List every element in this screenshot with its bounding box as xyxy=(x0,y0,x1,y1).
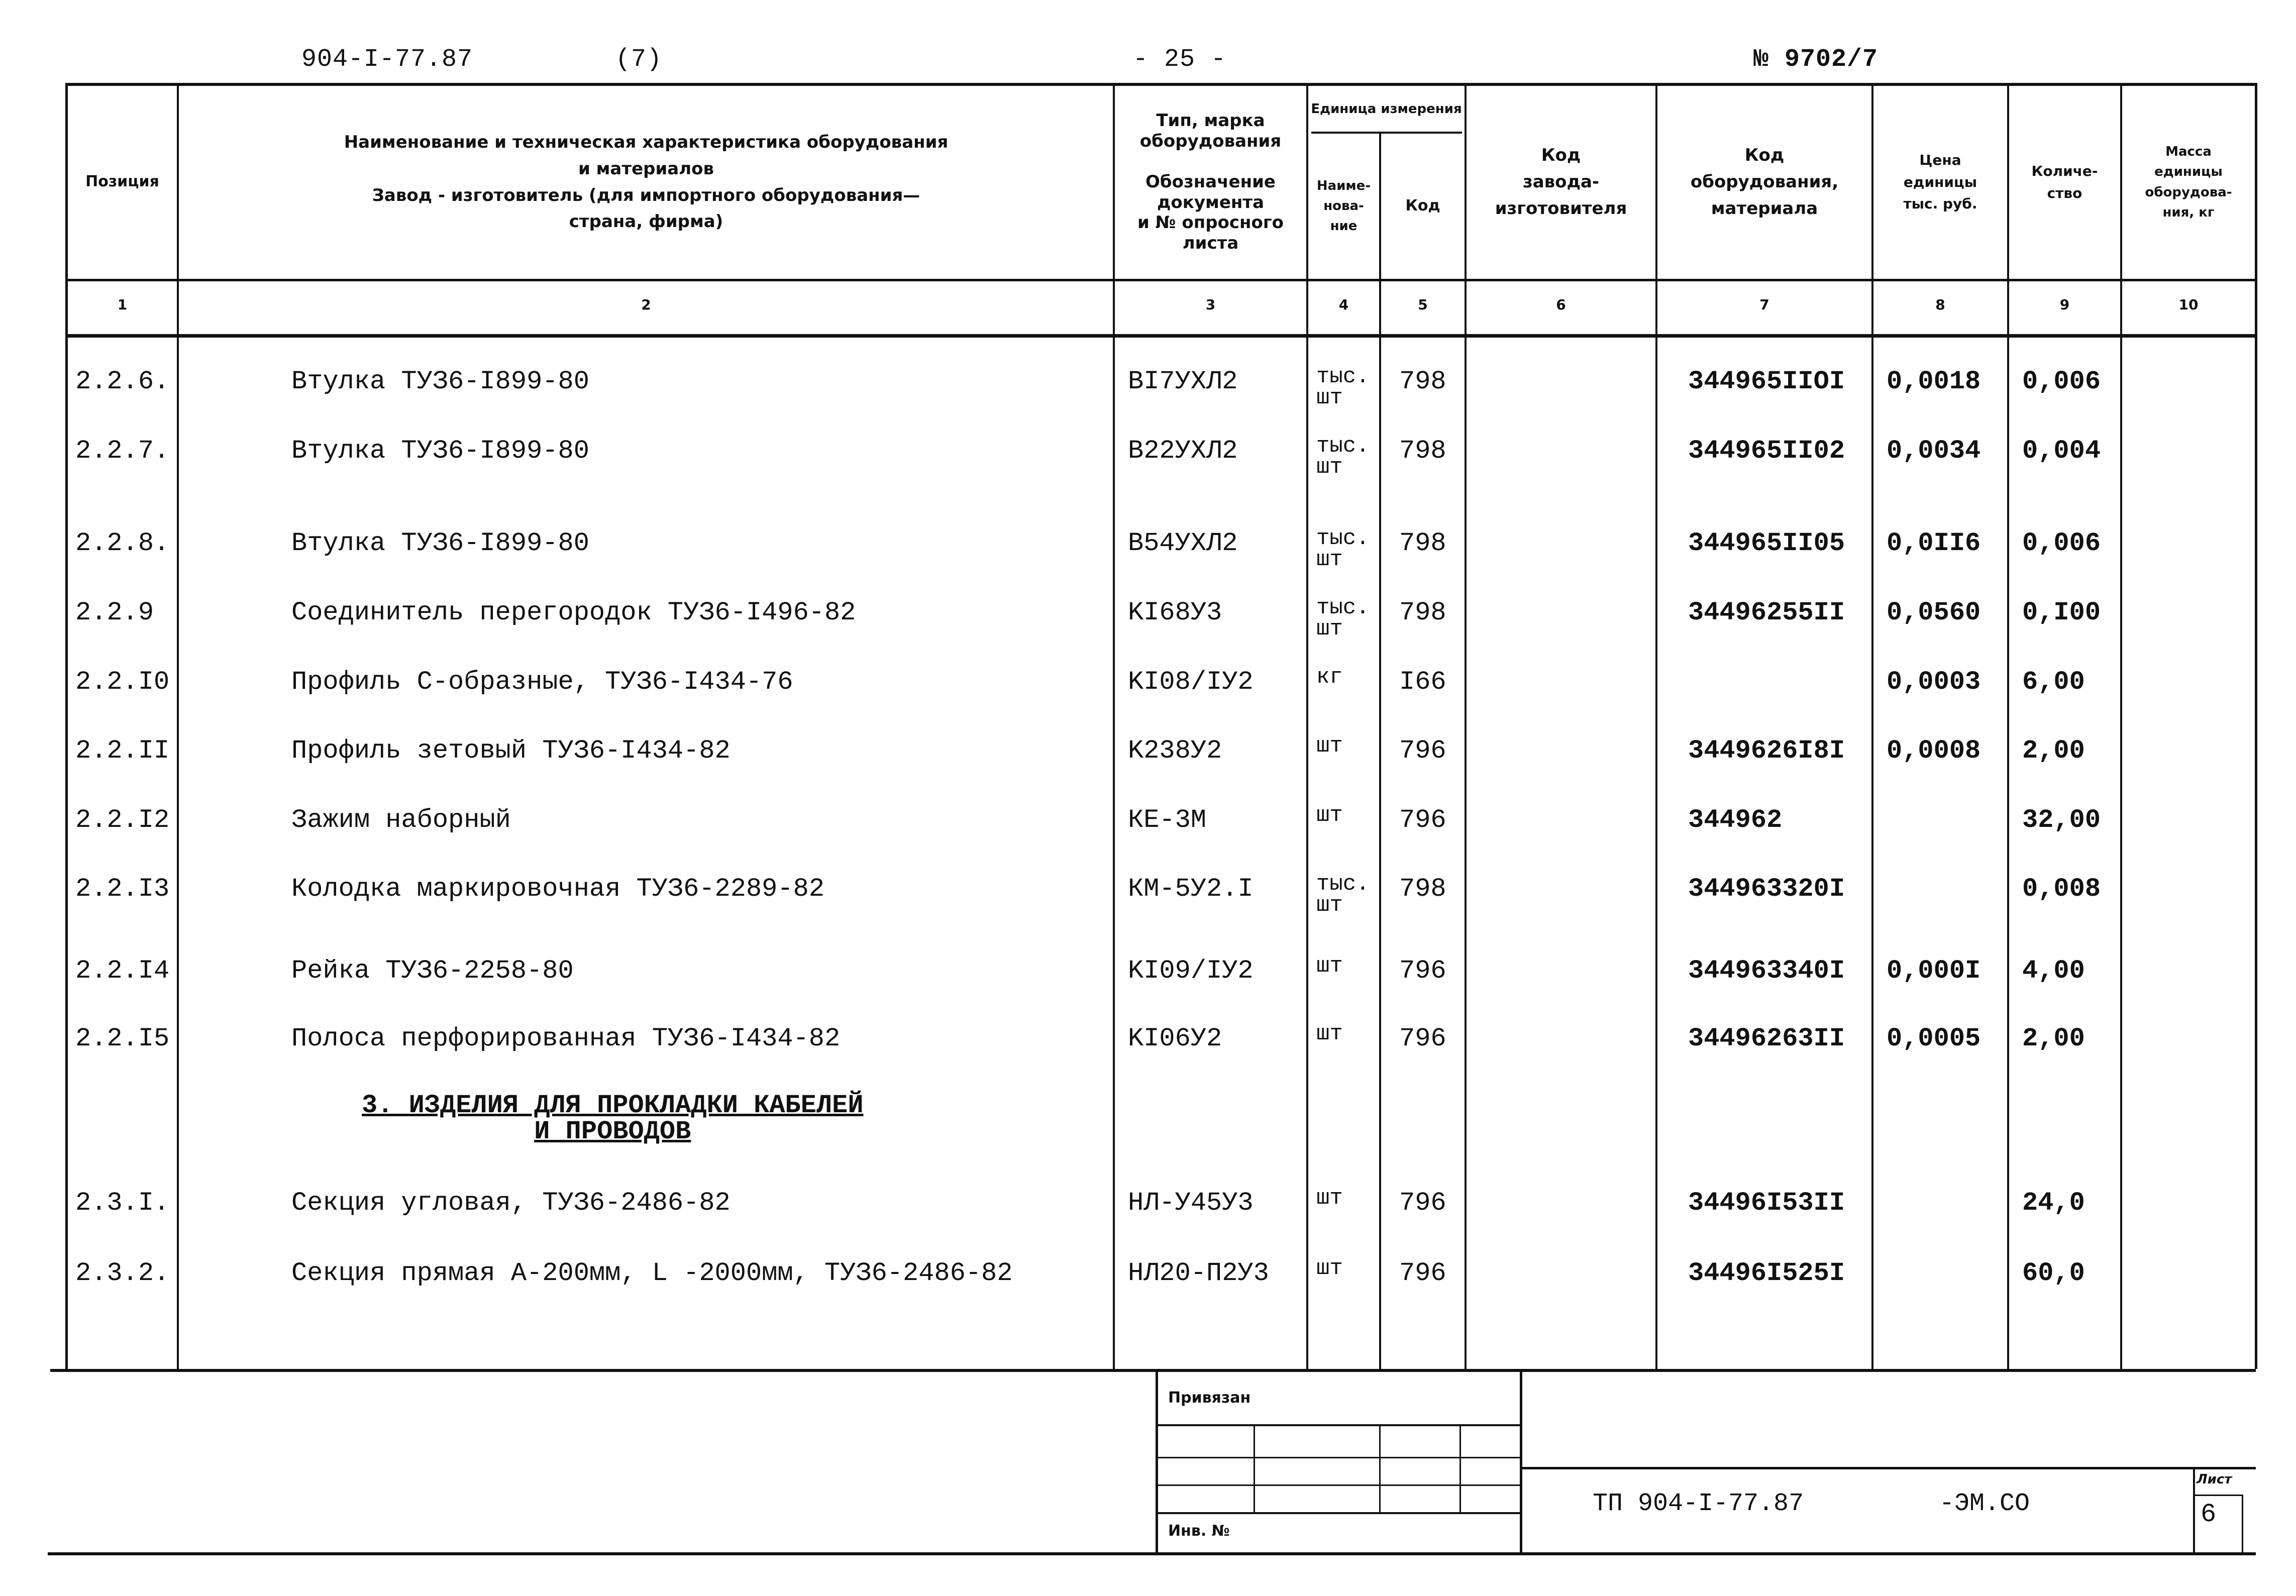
stamp-inventory-label: Инв. № xyxy=(1168,1522,1230,1540)
row-material-code: 344965II05 xyxy=(1688,528,1845,558)
col-header-unit-name: Наиме- нова- ние xyxy=(1316,178,1371,234)
row-position: 2.2.I2 xyxy=(75,805,170,835)
col-num-9: 9 xyxy=(2059,296,2070,313)
row-name: Втулка ТУЗ6-I899-80 xyxy=(291,367,589,396)
row-unit-code: 796 xyxy=(1399,805,1446,835)
row-unit-name: тыс. шт xyxy=(1316,595,1370,642)
col-header-name: Наименование и техническая характеристика оборудования и материалов Завод - изготовитель (для импортного оборудования— страна, фирма) xyxy=(344,132,949,232)
row-quantity: 6,00 xyxy=(2022,667,2085,697)
col-num-2: 2 xyxy=(641,296,651,313)
row-price: 0,0008 xyxy=(1887,736,1981,766)
row-unit-code: 796 xyxy=(1399,1188,1446,1218)
row-position: 2.3.I. xyxy=(75,1188,170,1218)
col-header-qty: Количе- ство xyxy=(2031,163,2098,201)
row-unit-code: 796 xyxy=(1399,1024,1446,1053)
row-type: КМ-5У2.I xyxy=(1128,874,1254,904)
row-quantity: 24,0 xyxy=(2022,1188,2085,1218)
album-number: № 9702/7 xyxy=(1753,45,1878,74)
part-number: (7) xyxy=(615,45,663,74)
doc-code: 904-I-77.87 xyxy=(301,45,473,74)
row-type: BI7УХЛ2 xyxy=(1128,367,1238,396)
row-unit-name: шт xyxy=(1316,803,1343,828)
row-material-code: 344963340I xyxy=(1688,956,1845,986)
row-quantity: 60,0 xyxy=(2022,1258,2085,1288)
row-position: 2.2.6. xyxy=(75,367,170,396)
col-num-7: 7 xyxy=(1759,296,1769,313)
row-unit-code: 798 xyxy=(1399,528,1446,558)
row-quantity: 32,00 xyxy=(2022,805,2101,835)
row-quantity: 0,004 xyxy=(2022,436,2101,466)
row-position: 2.3.2. xyxy=(75,1258,170,1288)
row-type: KI68У3 xyxy=(1128,598,1222,627)
col-header-price: Цена единицы тыс. руб. xyxy=(1903,152,1977,212)
col-num-6: 6 xyxy=(1556,296,1566,313)
row-price: 0,0005 xyxy=(1887,1024,1981,1053)
row-unit-name: шт xyxy=(1316,733,1343,759)
row-unit-code: 798 xyxy=(1399,367,1446,396)
row-position: 2.2.8. xyxy=(75,528,170,558)
row-price: 0,000I xyxy=(1887,956,1981,986)
col-header-factory-code: Код завода- изготовителя xyxy=(1495,145,1627,219)
col-header-material-code: Код оборудования, материала xyxy=(1690,145,1839,219)
row-unit-code: I66 xyxy=(1399,667,1446,697)
row-type: KI08/IУ2 xyxy=(1128,667,1254,697)
row-unit-name: шт xyxy=(1316,1186,1343,1211)
row-material-code: 344963320I xyxy=(1688,874,1845,904)
row-price: 0,0560 xyxy=(1887,598,1981,627)
col-header-mass: Масса единицы оборудова- ния, кг xyxy=(2145,144,2232,220)
row-material-code: 34496I53II xyxy=(1688,1188,1845,1218)
row-unit-code: 798 xyxy=(1399,598,1446,627)
stamp-document-designation: ТП 904-I-77.87 xyxy=(1593,1489,1804,1518)
row-type: НЛ-У45У3 xyxy=(1128,1188,1254,1218)
col-num-10: 10 xyxy=(2178,296,2199,313)
col-header-unit-group: Единица измерения xyxy=(1311,101,1462,117)
row-quantity: 4,00 xyxy=(2022,956,2085,986)
row-name: Зажим наборный xyxy=(291,805,511,835)
row-name: Рейка ТУЗ6-2258-80 xyxy=(291,956,574,986)
row-material-code: 34496I525I xyxy=(1688,1258,1845,1288)
col-num-1: 1 xyxy=(117,296,128,313)
stamp-document-suffix: -ЭМ.СО xyxy=(1939,1489,2030,1518)
row-name: Полоса перфорированная ТУЗ6-I434-82 xyxy=(291,1024,841,1053)
row-unit-name: шт xyxy=(1316,1256,1343,1281)
row-price: 0,0034 xyxy=(1887,436,1981,466)
row-position: 2.2.I5 xyxy=(75,1024,170,1053)
col-num-4: 4 xyxy=(1338,296,1349,313)
stamp-linked-label: Привязан xyxy=(1168,1389,1251,1407)
row-type: НЛ20-П2У3 xyxy=(1128,1258,1269,1288)
row-name: Секция прямая А-200мм, L -2000мм, ТУЗ6-2486-82 xyxy=(291,1258,1013,1288)
row-material-code: 34496263II xyxy=(1688,1024,1845,1053)
row-type: KI06У2 xyxy=(1128,1024,1222,1053)
row-price: 0,0II6 xyxy=(1887,528,1981,558)
row-material-code: 344965IIOI xyxy=(1688,367,1845,396)
row-unit-name: кг xyxy=(1316,665,1343,690)
row-name: Профиль С-образные, ТУЗ6-I434-76 xyxy=(291,667,793,697)
row-name: Втулка ТУЗ6-I899-80 xyxy=(291,528,589,558)
row-quantity: 2,00 xyxy=(2022,736,2085,766)
row-quantity: 2,00 xyxy=(2022,1024,2085,1053)
col-num-8: 8 xyxy=(1935,296,1945,313)
row-type: KI09/IУ2 xyxy=(1128,956,1254,986)
page-number: - 25 - xyxy=(1133,45,1227,74)
row-type: КЕ-3М xyxy=(1128,805,1207,835)
stamp-sheet-number: 6 xyxy=(2201,1500,2217,1529)
row-unit-name: тыс. шт xyxy=(1316,872,1370,918)
row-material-code: 34496255II xyxy=(1688,598,1845,627)
col-header-type: Тип, марка оборудования Обозначение документа и № опросного листа xyxy=(1137,111,1284,254)
row-material-code: 344962 xyxy=(1688,805,1783,835)
col-num-3: 3 xyxy=(1205,296,1216,313)
row-unit-code: 798 xyxy=(1399,874,1446,904)
col-header-position: Позиция xyxy=(85,173,159,191)
row-position: 2.2.I4 xyxy=(75,956,170,986)
row-unit-name: шт xyxy=(1316,953,1343,979)
row-unit-code: 796 xyxy=(1399,956,1446,986)
row-material-code: 3449626I8I xyxy=(1688,736,1845,766)
row-quantity: 0,006 xyxy=(2022,367,2101,396)
col-num-5: 5 xyxy=(1418,296,1428,313)
row-name: Секция угловая, ТУЗ6-2486-82 xyxy=(291,1188,730,1218)
row-price: 0,0003 xyxy=(1887,667,1981,697)
row-type: B22УХЛ2 xyxy=(1128,436,1238,466)
stamp-sheet-label: Лист xyxy=(2197,1472,2232,1487)
row-type: K238У2 xyxy=(1128,736,1222,766)
row-material-code: 344965II02 xyxy=(1688,436,1845,466)
row-unit-name: тыс. шт xyxy=(1316,434,1370,480)
row-name: Колодка маркировочная ТУЗ6-2289-82 xyxy=(291,874,824,904)
row-name: Профиль зетовый ТУЗ6-I434-82 xyxy=(291,736,730,766)
row-unit-name: тыс. шт xyxy=(1316,526,1370,572)
row-unit-name: шт xyxy=(1316,1021,1343,1046)
row-position: 2.2.I0 xyxy=(75,667,170,697)
row-quantity: 0,008 xyxy=(2022,874,2101,904)
row-unit-code: 798 xyxy=(1399,436,1446,466)
row-quantity: 0,I00 xyxy=(2022,598,2101,627)
row-unit-code: 796 xyxy=(1399,1258,1446,1288)
row-position: 2.2.7. xyxy=(75,436,170,466)
row-position: 2.2.I3 xyxy=(75,874,170,904)
row-unit-name: тыс. шт xyxy=(1316,364,1370,410)
row-type: B54УХЛ2 xyxy=(1128,528,1238,558)
row-position: 2.2.9 xyxy=(75,598,154,627)
row-name: Соединитель перегородок ТУЗ6-I496-82 xyxy=(291,598,856,627)
row-unit-code: 796 xyxy=(1399,736,1446,766)
row-name: Втулка ТУЗ6-I899-80 xyxy=(291,436,589,466)
row-quantity: 0,006 xyxy=(2022,528,2101,558)
row-price: 0,0018 xyxy=(1887,367,1981,396)
col-header-unit-code: Код xyxy=(1405,196,1440,215)
section-3-title: 3. ИЗДЕЛИЯ ДЛЯ ПРОКЛАДКИ КАБЕЛЕЙ И ПРОВОДОВ xyxy=(362,1091,864,1146)
row-position: 2.2.II xyxy=(75,736,170,766)
